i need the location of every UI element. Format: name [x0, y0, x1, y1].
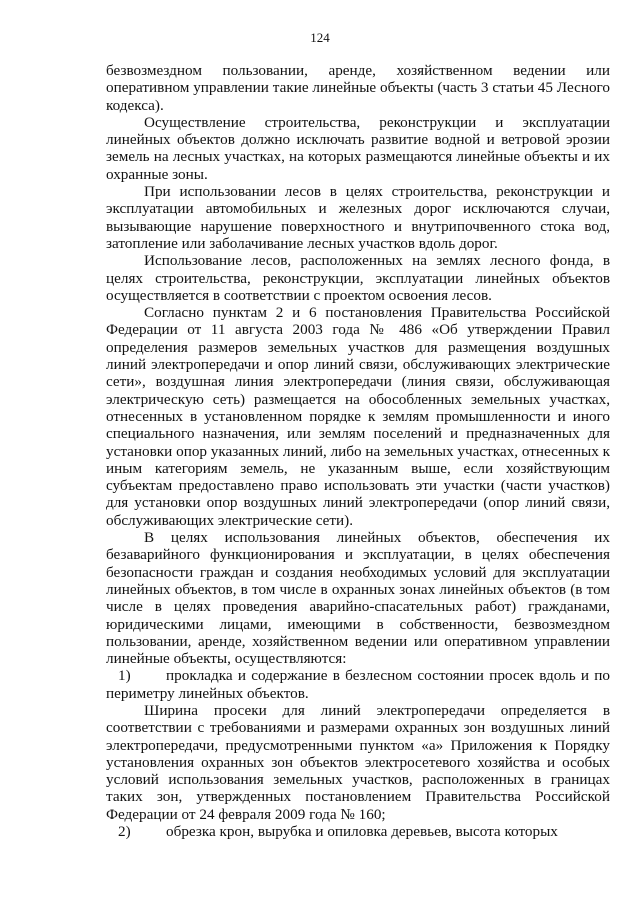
document-body [106, 62, 610, 840]
page-number: 124 [310, 30, 330, 45]
paragraph-roads: При использовании лесов в целях строительства, реконструкции и эксплуатации автомобильных и железных дорог исключаются случаи, вызывающие нарушение поверхностного и внутрипочвенного стока вод, затопление или заболачивание лесных участков вдоль дорог. [106, 183, 610, 252]
paragraph-resolution-486: Согласно пунктам 2 и 6 постановления Правительства Российской Федерации от 11 августа 2003 года № 486 «Об утверждении Правил определения размеров земельных участков для размещения воздушных линий электропередачи и опор линий связи, обслуживающих электрические сети», воздушная линия электропередачи (линия связи, обслуживающая электрическую сеть) размещается на обособленных земельных участках, отнесенных в установленном порядке к землям промышленности и иного специального назначения, или землям поселений и предназначенных для установки опор указанных линий, либо на земельных участках, отнесенных к иным категориям земель, не указанным выше, если хозяйствующим субъектам предоставлено право использовать эти участки (части участков) для установки опор воздушных линий электропередачи (опор линий связи, обслуживающих электрические сети). [106, 304, 610, 529]
paragraph-continuation: безвозмездном пользовании, аренде, хозяйственном ведении или оперативном управлении такие линейные объекты (часть 3 статьи 45 Лесного кодекса). [106, 62, 610, 114]
paragraph-erosion: Осуществление строительства, реконструкции и эксплуатации линейных объектов должно исключать развитие водной и ветровой эрозии земель на лесных участках, на которых размещаются линейные объекты и их охранные зоны. [106, 113, 610, 183]
list-item-number: 2) [118, 823, 131, 841]
list-item-2 [106, 823, 610, 840]
list-item-text: прокладка и содержание в безлесном состоянии просек вдоль и по периметру линейных объектов. [106, 667, 610, 702]
list-item-number: 1) [118, 667, 131, 685]
list-item-1 [106, 667, 610, 702]
list-item-text: обрезка крон, вырубка и опиловка деревьев, высота которых [166, 823, 558, 841]
paragraph-forest-use: Использование лесов, расположенных на землях лесного фонда, в целях строительства, реконструкции, эксплуатации линейных объектов осуществляется в соответствии с проектом освоения лесов. [106, 252, 610, 304]
paragraph-linear-objects: В целях использования линейных объектов, обеспечения их безаварийного функционирования и эксплуатации, в целях обеспечения безопасности граждан и создания необходимых условий для эксплуатации линейных объектов, в том числе в охранных зонах линейных объектов (в том числе в целях проведения аварийно-спасательных работ) гражданами, юридическими лицами, имеющими в собственности, безвозмездном пользовании, аренде, хозяйственном ведении или оперативном управлении линейные объекты, осуществляются: [106, 529, 610, 668]
paragraph-clearing-width: Ширина просеки для линий электропередачи определяется в соответствии с требованиями и размерами охранных зон воздушных линий электропередачи, предусмотренными пунктом «а» Приложения к Порядку установления охранных зон объектов электросетевого хозяйства и особых условий использования земельных участков, расположенных в границах таких зон, утвержденных постановлением Правительства Российской Федерации от 24 февраля 2009 года № 160; [106, 701, 610, 823]
